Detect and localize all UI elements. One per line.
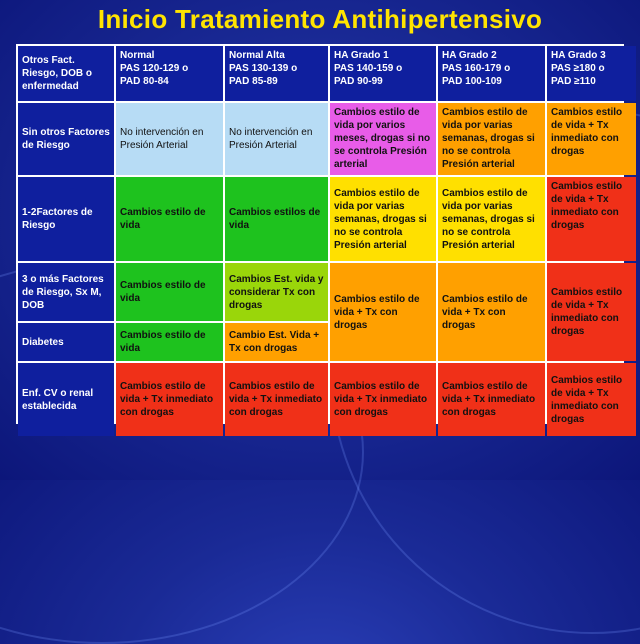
cell-enf-cv-g2: Cambios estilo de vida + Tx inmediato con drogas <box>438 363 545 436</box>
cell-diabetes-normal: Cambios estilo de vida <box>116 323 223 361</box>
header-col-pas: PAS 140-159 o <box>334 63 403 74</box>
cell-sin-otros-normal-alta: No intervención en Presión Arterial <box>225 103 328 175</box>
cell-enf-cv-normal: Cambios estilo de vida + Tx inmediato con drogas <box>116 363 223 436</box>
header-ha-grado-2 <box>438 46 545 101</box>
treatment-table <box>16 44 624 424</box>
cell-1-2-g2: Cambios estilo de vida por varias semanas, drogas si no se controla Presión arterial <box>438 177 545 261</box>
row-label-3-o-mas: 3 o más Factores de Riesgo, Sx M, DOB <box>18 263 114 321</box>
header-col-name: HA Grado 2 <box>442 50 497 61</box>
cell-enf-cv-g1: Cambios estilo de vida + Tx inmediato con drogas <box>330 363 436 436</box>
header-col-pad: PAD 100-109 <box>442 76 502 87</box>
header-normal <box>116 46 223 101</box>
cell-enf-cv-normal-alta: Cambios estilo de vida + Tx inmediato con drogas <box>225 363 328 436</box>
row-label-1-2-factores: 1-2Factores de Riesgo <box>18 177 114 261</box>
header-col-pas: PAS ≥180 o <box>551 63 605 74</box>
header-ha-grado-3 <box>547 46 636 101</box>
cell-enf-cv-g3: Cambios estilo de vida + Tx inmediato con drogas <box>547 363 636 436</box>
header-col-pad: PAD 80-84 <box>120 76 169 87</box>
cell-sin-otros-g1: Cambios estilo de vida por varios meses, drogas si no se controla Presión arterial <box>330 103 436 175</box>
cell-merged-g2: Cambios estilo de vida + Tx con drogas <box>438 263 545 361</box>
cell-sin-otros-g2: Cambios estilo de vida por varias semanas, drogas si no se controla Presión arterial <box>438 103 545 175</box>
cell-merged-g3: Cambios estilo de vida + Tx inmediato con drogas <box>547 263 636 361</box>
cell-1-2-normal-alta: Cambios estilos de vida <box>225 177 328 261</box>
cell-sin-otros-g3: Cambios estilo de vida + Tx inmediato con drogas <box>547 103 636 175</box>
header-normal-alta <box>225 46 328 101</box>
header-col-pad: PAD 85-89 <box>229 76 278 87</box>
cell-1-2-g1: Cambios estilo de vida por varias semanas, drogas si no se controla Presión arterial <box>330 177 436 261</box>
cell-1-2-normal: Cambios estilo de vida <box>116 177 223 261</box>
header-col-pas: PAS 120-129 o <box>120 63 189 74</box>
row-label-enf-cv: Enf. CV o renal establecida <box>18 363 114 436</box>
row-label-diabetes: Diabetes <box>18 323 114 361</box>
header-ha-grado-1 <box>330 46 436 101</box>
cell-3-mas-normal-alta: Cambios Est. vida y considerar Tx con drogas <box>225 263 328 321</box>
cell-3-mas-normal: Cambios estilo de vida <box>116 263 223 321</box>
header-col-pad: PAD 90-99 <box>334 76 383 87</box>
header-col-pas: PAS 160-179 o <box>442 63 511 74</box>
cell-1-2-g3: Cambios estilo de vida + Tx inmediato con drogas <box>547 177 636 261</box>
header-col-name: Normal Alta <box>229 50 285 61</box>
cell-diabetes-normal-alta: Cambio Est. Vida + Tx con drogas <box>225 323 328 361</box>
header-col-name: Normal <box>120 50 155 61</box>
header-col-name: HA Grado 3 <box>551 50 606 61</box>
header-col-pad: PAD ≥110 <box>551 76 596 87</box>
cell-sin-otros-normal: No intervención en Presión Arterial <box>116 103 223 175</box>
cell-merged-g1: Cambios estilo de vida + Tx con drogas <box>330 263 436 361</box>
row-label-sin-otros: Sin otros Factores de Riesgo <box>18 103 114 175</box>
page-title: Inicio Tratamiento Antihipertensivo <box>97 4 543 34</box>
header-col-name: HA Grado 1 <box>334 50 389 61</box>
header-corner: Otros Fact. Riesgo, DOB o enfermedad <box>18 46 114 101</box>
header-col-pas: PAS 130-139 o <box>229 63 298 74</box>
